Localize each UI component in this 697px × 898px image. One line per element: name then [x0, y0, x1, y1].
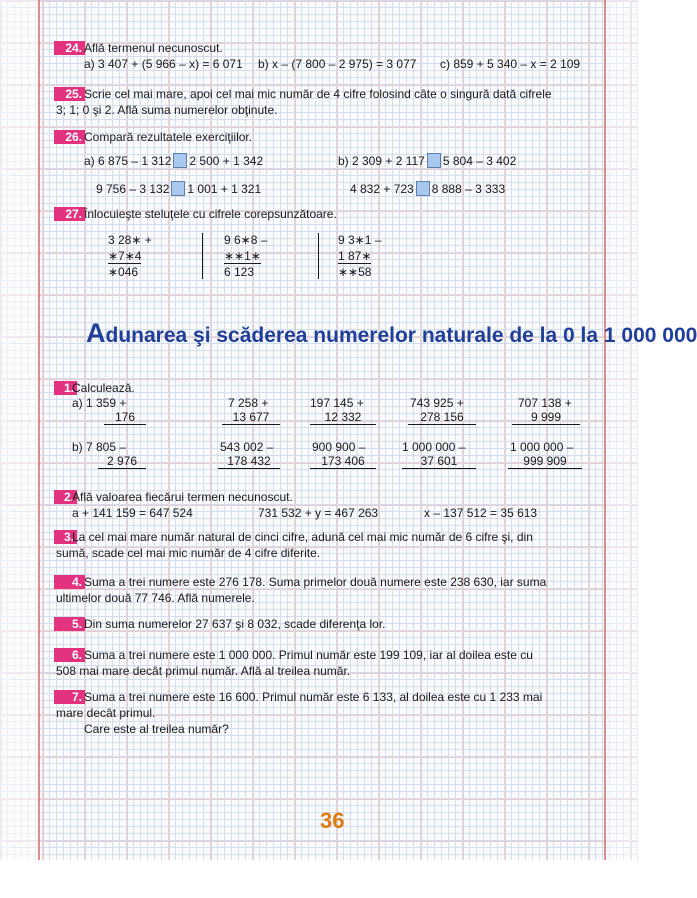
exercise-2-instruction: Află valoarea fiecărui termen necunoscut. [72, 490, 293, 504]
exercise-27-col1-result: ∗046 [108, 265, 139, 279]
exercise-1-a-col4-bottom: 278 156 [408, 410, 476, 425]
exercise-1-b-col5-bottom: 999 909 [508, 454, 582, 469]
section-title-initial: A [86, 318, 106, 348]
exercise-26-b2 [350, 181, 505, 196]
exercise-7-number: 7. [54, 690, 85, 704]
column-divider [202, 233, 203, 279]
exercise-6-line2: 508 mai mare decât primul număr. Află al treilea număr. [56, 664, 351, 678]
compare-box[interactable] [416, 181, 430, 196]
exercise-2-number: 2. [54, 490, 77, 504]
exercise-1-b-col3-top: 900 900 – [312, 440, 366, 454]
page-number: 36 [320, 808, 345, 833]
exercise-26-b1-right: 5 804 – 3 402 [442, 154, 517, 168]
exercise-3-line1: La cel mai mare număr natural de cinci cifre, adună cel mai mic număr de 6 cifre şi, din [72, 530, 533, 544]
exercise-4-number: 4. [54, 575, 85, 589]
exercise-26-a2 [96, 181, 261, 196]
exercise-1-number: 1. [54, 381, 77, 395]
exercise-1-b-col5-top: 1 000 000 – [510, 440, 574, 454]
exercise-1-a-col1-bottom: 176 [104, 410, 146, 425]
compare-box[interactable] [171, 181, 185, 196]
exercise-1-b-col2-bottom: 178 432 [218, 454, 280, 469]
exercise-24-number: 24. [54, 41, 85, 55]
exercise-27-col1-line1: 3 28∗ + [108, 233, 152, 247]
exercise-6-line1: Suma a trei numere este 1 000 000. Primul număr este 199 109, iar al doilea este cu [84, 648, 533, 662]
exercise-1-a-col2-top: 7 258 + [228, 396, 269, 410]
exercise-25-number: 25. [54, 87, 85, 101]
exercise-26-a2-right: 1 001 + 1 321 [187, 182, 262, 196]
exercise-1-b-col4-top: 1 000 000 – [402, 440, 466, 454]
exercise-25-line1: Scrie cel mai mare, apoi cel mai mic număr de 4 cifre folosind câte o singură dată cifrele [84, 87, 552, 101]
exercise-1-b-col1-top: b) 7 805 – [72, 440, 127, 454]
exercise-1-b-col2-top: 543 002 – [220, 440, 274, 454]
exercise-27-col3-line1: 9 3∗1 – [338, 233, 382, 247]
exercise-24-instruction: Află termenul necunoscut. [84, 41, 223, 55]
exercise-26-b2-right: 8 888 – 3 333 [431, 182, 506, 196]
exercise-26-b1-left: b) 2 309 + 2 117 [338, 154, 425, 168]
exercise-26-number: 26. [54, 130, 85, 144]
compare-box[interactable] [173, 153, 187, 168]
exercise-5-text: Din suma numerelor 27 637 şi 8 032, scade diferenţa lor. [84, 617, 386, 631]
exercise-26-a2-left: 9 756 – 3 132 [96, 182, 170, 196]
column-divider [318, 233, 319, 279]
exercise-6-number: 6. [54, 648, 85, 662]
exercise-4-line1: Suma a trei numere este 276 178. Suma primelor două numere este 238 630, iar suma [84, 575, 547, 589]
exercise-1-a-col5-bottom: 9 999 [512, 410, 580, 425]
exercise-1-a-col3-top: 197 145 + [310, 396, 364, 410]
exercise-3-number: 3. [54, 530, 77, 544]
exercise-26-a1-right: 2 500 + 1 342 [189, 154, 264, 168]
left-margin-rule [38, 0, 40, 860]
exercise-27-col2-line1: 9 6∗8 – [224, 233, 268, 247]
exercise-27-col2-line2: ∗∗1∗ [224, 249, 261, 263]
exercise-26-b2-left: 4 832 + 723 [350, 182, 414, 196]
exercise-27-number: 27. [54, 207, 85, 221]
page-content [56, 0, 697, 860]
exercise-26-instruction: Compară rezultatele exerciţiilor. [84, 130, 253, 144]
exercise-27-col3-result: ∗∗58 [338, 265, 372, 279]
section-title [86, 318, 697, 349]
exercise-3-line2: sumă, scade cel mai mic număr de 4 cifre diferite. [56, 546, 321, 560]
exercise-27-instruction: Înlocuieşte steluţele cu cifrele corepsunzătoare. [84, 207, 337, 221]
exercise-7-line3: Care este al treilea număr? [84, 722, 229, 736]
exercise-2-eq3: x – 137 512 = 35 613 [424, 506, 538, 520]
exercise-24-b: b) x – (7 800 – 2 975) = 3 077 [258, 57, 417, 71]
exercise-1-b-col1-bottom: 2 976 [98, 454, 146, 469]
right-margin-strip [606, 0, 638, 860]
exercise-26-a1 [84, 153, 263, 168]
exercise-1-a-col4-top: 743 925 + [410, 396, 464, 410]
exercise-26-a1-left: a) 6 875 – 1 312 [84, 154, 172, 168]
exercise-2-eq1: a + 141 159 = 647 524 [72, 506, 193, 520]
exercise-1-a-col1-top: a) 1 359 + [72, 396, 127, 410]
exercise-26-b1 [338, 153, 516, 168]
exercise-4-line2: ultimelor două 77 746. Află numerele. [56, 591, 255, 605]
exercise-1-instruction: Calculează. [72, 381, 135, 395]
exercise-27-col2-result: 6 123 [224, 265, 255, 279]
section-title-rest: dunarea şi scăderea numerelor naturale de la 0 la 1 000 000 [105, 324, 697, 347]
exercise-7-line2: mare decât primul. [56, 706, 156, 720]
exercise-27-col1-line2: ∗7∗4 [108, 249, 142, 263]
exercise-1-a-col5-top: 707 138 + [518, 396, 572, 410]
page-bottom-margin [0, 860, 638, 898]
left-margin-strip [0, 0, 38, 860]
exercise-24-c: c) 859 + 5 340 – x = 2 109 [440, 57, 581, 71]
exercise-1-b-col3-bottom: 173 406 [310, 454, 376, 469]
exercise-1-b-col4-bottom: 37 601 [402, 454, 476, 469]
exercise-7-line1: Suma a trei numere este 16 600. Primul număr este 6 133, al doilea este cu 1 233 mai [84, 690, 543, 704]
exercise-27-col3-line2: 1 87∗ [338, 249, 372, 263]
exercise-1-a-col3-bottom: 12 332 [310, 410, 376, 425]
exercise-2-eq2: 731 532 + y = 467 263 [258, 506, 379, 520]
exercise-1-a-col2-bottom: 13 677 [222, 410, 280, 425]
compare-box[interactable] [427, 153, 441, 168]
exercise-25-line2: 3; 1; 0 şi 2. Află suma numerelor obţinute. [56, 103, 278, 117]
exercise-24-a: a) 3 407 + (5 966 – x) = 6 071 [84, 57, 243, 71]
exercise-5-number: 5. [54, 617, 85, 631]
